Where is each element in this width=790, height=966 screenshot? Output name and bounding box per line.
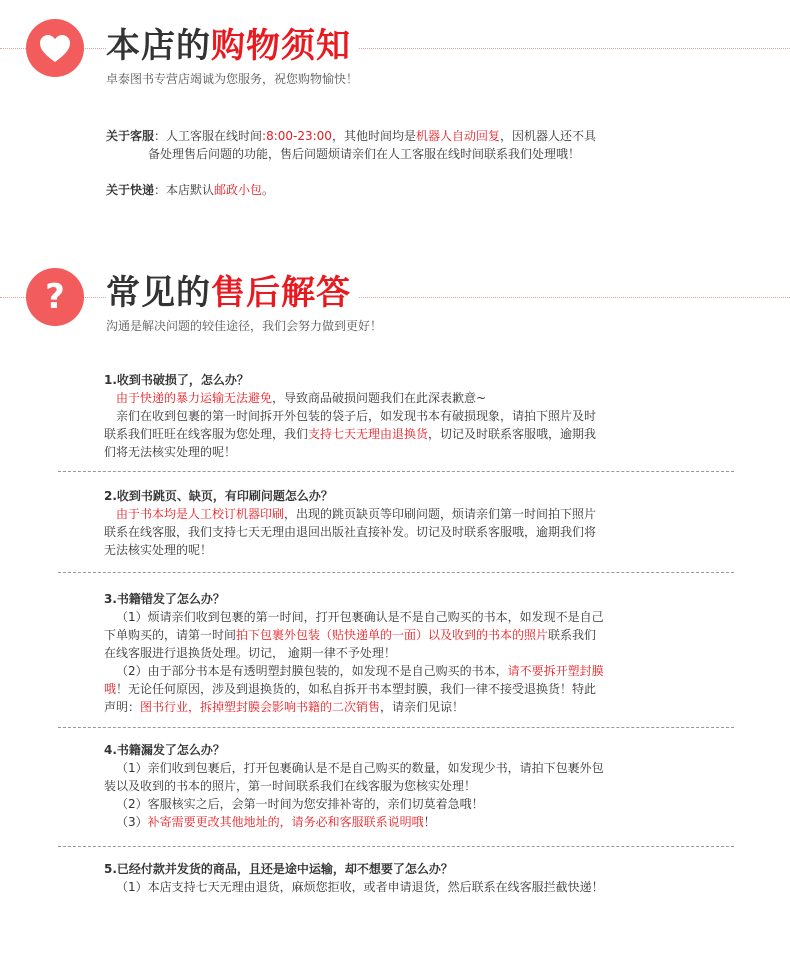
faq-question: 1.收到书破损了，怎么办？ xyxy=(104,373,249,387)
service-text-post: ，因机器人还不具 xyxy=(499,129,596,143)
faq-highlight: 由于快递的暴力运输无法避免 xyxy=(116,391,273,405)
faq-text: ，切记及时联系客服哦，逾期我 xyxy=(428,427,597,441)
faq-text: 无法核实处理的呢！ xyxy=(104,543,213,557)
faq-text: 联系在线客服，我们支持七天无理由退回出版社直接补发。切记及时联系客服哦，逾期我们将 xyxy=(104,525,597,539)
question-badge xyxy=(26,268,84,326)
faq-item-3 xyxy=(104,590,704,716)
express-text-post: 。 xyxy=(262,183,275,197)
faq-item-4 xyxy=(104,741,704,831)
service-info xyxy=(106,127,706,163)
express-label: 关于快递 xyxy=(106,183,155,197)
title-part-a: 本店的 xyxy=(106,26,211,66)
faq-text: ！无论任何原因，涉及到退换货的，如私自拆开书本塑封膜，我们一律不接受退换货！特此 xyxy=(116,682,597,696)
faq-text: （3） xyxy=(116,815,148,829)
section-title-faq xyxy=(106,273,359,313)
service-line-2: 备处理售后问题的功能，售后问题烦请亲们在人工客服在线时间联系我们处理哦！ xyxy=(148,147,581,161)
section-subtitle: 卓泰图书专营店竭诚为您服务，祝您购物愉快！ xyxy=(106,72,359,86)
faq-divider xyxy=(58,572,734,573)
service-hours: :8:00-23:00 xyxy=(262,129,332,143)
faq-text: （1）亲们收到包裹后，打开包裹确认是不是自己购买的数量，如发现少书，请拍下包裹外包 xyxy=(116,761,604,775)
title-part-b: 购物须知 xyxy=(211,26,351,66)
faq-item-1 xyxy=(104,371,704,461)
faq-text: 们将无法核实处理的呢！ xyxy=(104,445,237,459)
faq-text: 联系我们 xyxy=(548,628,597,642)
service-text-mid: ，其他时间均是 xyxy=(331,129,416,143)
faq-text: 在线客服进行退换货处理。切记， 逾期一律不予处理！ xyxy=(104,646,396,660)
section-subtitle: 沟通是解决问题的较佳途径，我们会努力做到更好！ xyxy=(106,319,383,333)
faq-text: 装以及收到的书本的照片，第一时间联系我们在线客服为您核实处理！ xyxy=(104,779,477,793)
faq-item-5 xyxy=(104,860,704,896)
faq-highlight: 补寄需要更改其他地址的，请务必和客服联系说明哦 xyxy=(147,815,424,829)
faq-question: 2.收到书跳页、缺页，有印刷问题怎么办？ xyxy=(104,489,333,503)
service-text: ：人工客服在线时间 xyxy=(154,129,263,143)
section-title-shopping xyxy=(106,26,359,66)
express-info xyxy=(106,181,706,199)
faq-question: 3.书籍错发了怎么办？ xyxy=(104,592,225,606)
faq-text: 联系我们旺旺在线客服为您处理，我们 xyxy=(104,427,309,441)
service-label: 关于客服 xyxy=(106,129,155,143)
faq-text: （2）客服核实之后，会第一时间为您安排补寄的，亲们切莫着急哦！ xyxy=(116,797,484,811)
express-text: ：本店默认 xyxy=(154,183,215,197)
question-icon: ? xyxy=(45,277,65,317)
faq-highlight: 图书行业，拆掉塑封膜会影响书籍的二次销售 xyxy=(140,700,381,714)
faq-divider xyxy=(58,727,734,728)
faq-text: ，请亲们见谅！ xyxy=(380,700,465,714)
faq-item-2 xyxy=(104,487,704,559)
title-part-a: 常见的 xyxy=(106,273,211,313)
faq-text: 下单购买的，请第一时间 xyxy=(104,628,237,642)
faq-text: 亲们在收到包裹的第一时间拆开外包装的袋子后，如发现书本有破损现象，请拍下照片及时 xyxy=(116,409,597,423)
faq-text: （2）由于部分书本是有透明塑封膜包装的，如发现不是自己购买的书本， xyxy=(116,664,508,678)
faq-text: 声明： xyxy=(104,700,141,714)
heart-icon xyxy=(26,19,84,77)
faq-question: 4.书籍漏发了怎么办？ xyxy=(104,743,225,757)
faq-question: 5.已经付款并发货的商品，且还是途中运输，却不想要了怎么办？ xyxy=(104,862,453,876)
faq-highlight: 哦 xyxy=(104,682,117,696)
faq-text: ！ xyxy=(423,815,436,829)
faq-text: （1）本店支持七天无理由退货，麻烦您拒收，或者申请退货，然后联系在线客服拦截快递！ xyxy=(116,880,604,894)
title-part-b: 售后解答 xyxy=(211,273,351,313)
faq-highlight: 拍下包裹外包装（贴快递单的一面）以及收到的书本的照片 xyxy=(236,628,549,642)
faq-text: （1）烦请亲们收到包裹的第一时间，打开包裹确认是不是自己购买的书本，如发现不是自己 xyxy=(116,610,604,624)
faq-divider xyxy=(58,846,734,847)
faq-text: ，出现的跳页缺页等印刷问题，烦请亲们第一时间拍下照片 xyxy=(284,507,597,521)
express-method: 邮政小包 xyxy=(214,183,263,197)
faq-highlight: 支持七天无理由退换货 xyxy=(308,427,429,441)
heart-badge xyxy=(26,19,84,77)
faq-highlight: 由于书本均是人工校订机器印刷 xyxy=(116,507,285,521)
faq-text: ，导致商品破损问题我们在此深表歉意~ xyxy=(272,391,487,405)
faq-highlight: 请不要拆开塑封膜 xyxy=(507,664,604,678)
faq-divider xyxy=(58,471,734,472)
robot-reply-text: 机器人自动回复 xyxy=(415,129,500,143)
